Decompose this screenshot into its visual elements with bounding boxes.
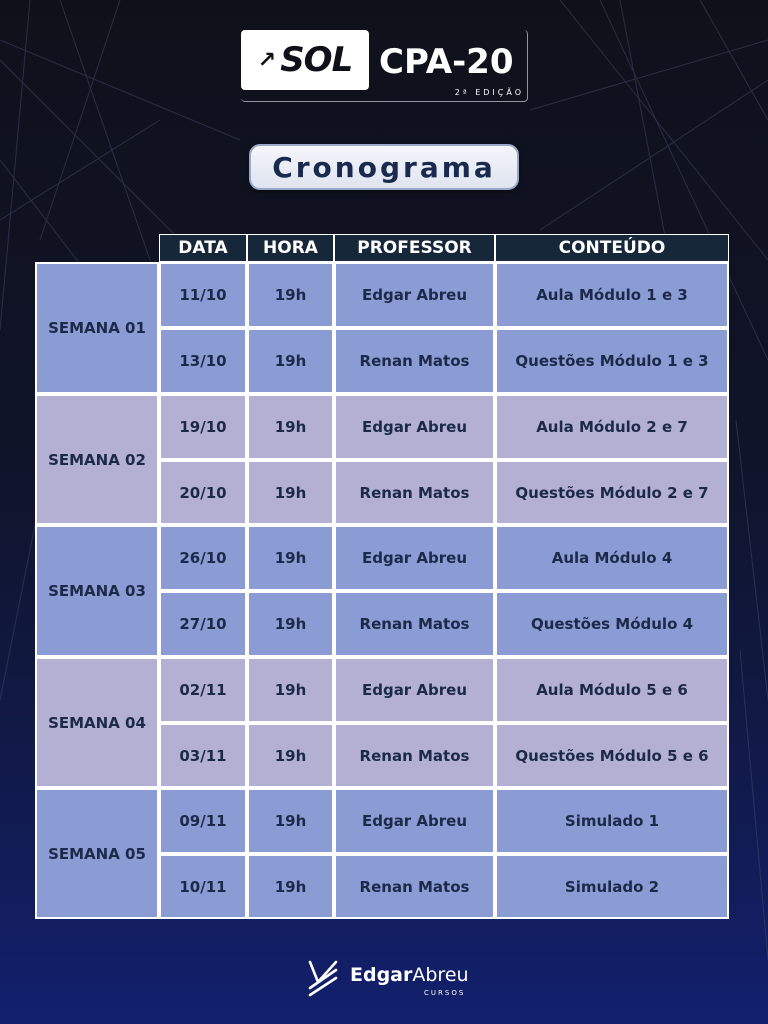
- content-cell: Questões Módulo 4: [495, 591, 729, 657]
- date-cell: 03/11: [159, 723, 247, 788]
- time-cell: 19h: [247, 591, 334, 657]
- column-header-professor: PROFESSOR: [334, 234, 495, 262]
- date-cell: 20/10: [159, 460, 247, 525]
- footer-brand-first: Edgar: [350, 964, 413, 986]
- date-cell: 02/11: [159, 657, 247, 723]
- time-cell: 19h: [247, 788, 334, 854]
- footer-brand-sub: CURSOS: [424, 989, 466, 997]
- header-logo: [241, 30, 528, 102]
- time-cell: 19h: [247, 262, 334, 328]
- professor-cell: Renan Matos: [334, 328, 495, 394]
- date-cell: 09/11: [159, 788, 247, 854]
- professor-cell: Edgar Abreu: [334, 262, 495, 328]
- date-cell: 26/10: [159, 525, 247, 591]
- date-cell: 13/10: [159, 328, 247, 394]
- professor-cell: Edgar Abreu: [334, 788, 495, 854]
- content-cell: Aula Módulo 2 e 7: [495, 394, 729, 460]
- professor-cell: Edgar Abreu: [334, 394, 495, 460]
- page-title: Cronograma: [272, 150, 496, 184]
- professor-cell: Renan Matos: [334, 854, 495, 919]
- week-label: SEMANA 05: [35, 788, 159, 919]
- date-cell: 10/11: [159, 854, 247, 919]
- week-label: SEMANA 03: [35, 525, 159, 657]
- date-cell: 19/10: [159, 394, 247, 460]
- professor-cell: Edgar Abreu: [334, 657, 495, 723]
- sol-logo-text: SOL: [280, 40, 353, 80]
- edgar-abreu-mark-icon: [306, 958, 342, 998]
- content-cell: Questões Módulo 5 e 6: [495, 723, 729, 788]
- time-cell: 19h: [247, 723, 334, 788]
- date-cell: 27/10: [159, 591, 247, 657]
- time-cell: 19h: [247, 460, 334, 525]
- date-cell: 11/10: [159, 262, 247, 328]
- content-cell: Simulado 2: [495, 854, 729, 919]
- time-cell: 19h: [247, 657, 334, 723]
- content-cell: Questões Módulo 2 e 7: [495, 460, 729, 525]
- page-title-badge: [249, 144, 519, 190]
- footer-brand: [350, 964, 469, 986]
- edition-label: 2ª EDIÇÃO: [454, 88, 524, 97]
- column-header-time: HORA: [247, 234, 334, 262]
- content-cell: Aula Módulo 5 e 6: [495, 657, 729, 723]
- time-cell: 19h: [247, 854, 334, 919]
- content-cell: Aula Módulo 4: [495, 525, 729, 591]
- footer-brand-second: Abreu: [412, 964, 469, 986]
- column-header-date: DATA: [159, 234, 247, 262]
- week-label: SEMANA 04: [35, 657, 159, 788]
- sol-logo-box: [241, 30, 369, 90]
- professor-cell: Renan Matos: [334, 460, 495, 525]
- footer-logo: [306, 958, 469, 1002]
- time-cell: 19h: [247, 525, 334, 591]
- content-cell: Aula Módulo 1 e 3: [495, 262, 729, 328]
- time-cell: 19h: [247, 394, 334, 460]
- week-label: SEMANA 01: [35, 262, 159, 394]
- time-cell: 19h: [247, 328, 334, 394]
- content-cell: Questões Módulo 1 e 3: [495, 328, 729, 394]
- arrow-up-right-icon: ↗: [257, 47, 277, 73]
- content-cell: Simulado 1: [495, 788, 729, 854]
- product-name: CPA-20: [379, 42, 514, 82]
- column-header-content: CONTEÚDO: [495, 234, 729, 262]
- professor-cell: Renan Matos: [334, 723, 495, 788]
- week-label: SEMANA 02: [35, 394, 159, 525]
- professor-cell: Edgar Abreu: [334, 525, 495, 591]
- professor-cell: Renan Matos: [334, 591, 495, 657]
